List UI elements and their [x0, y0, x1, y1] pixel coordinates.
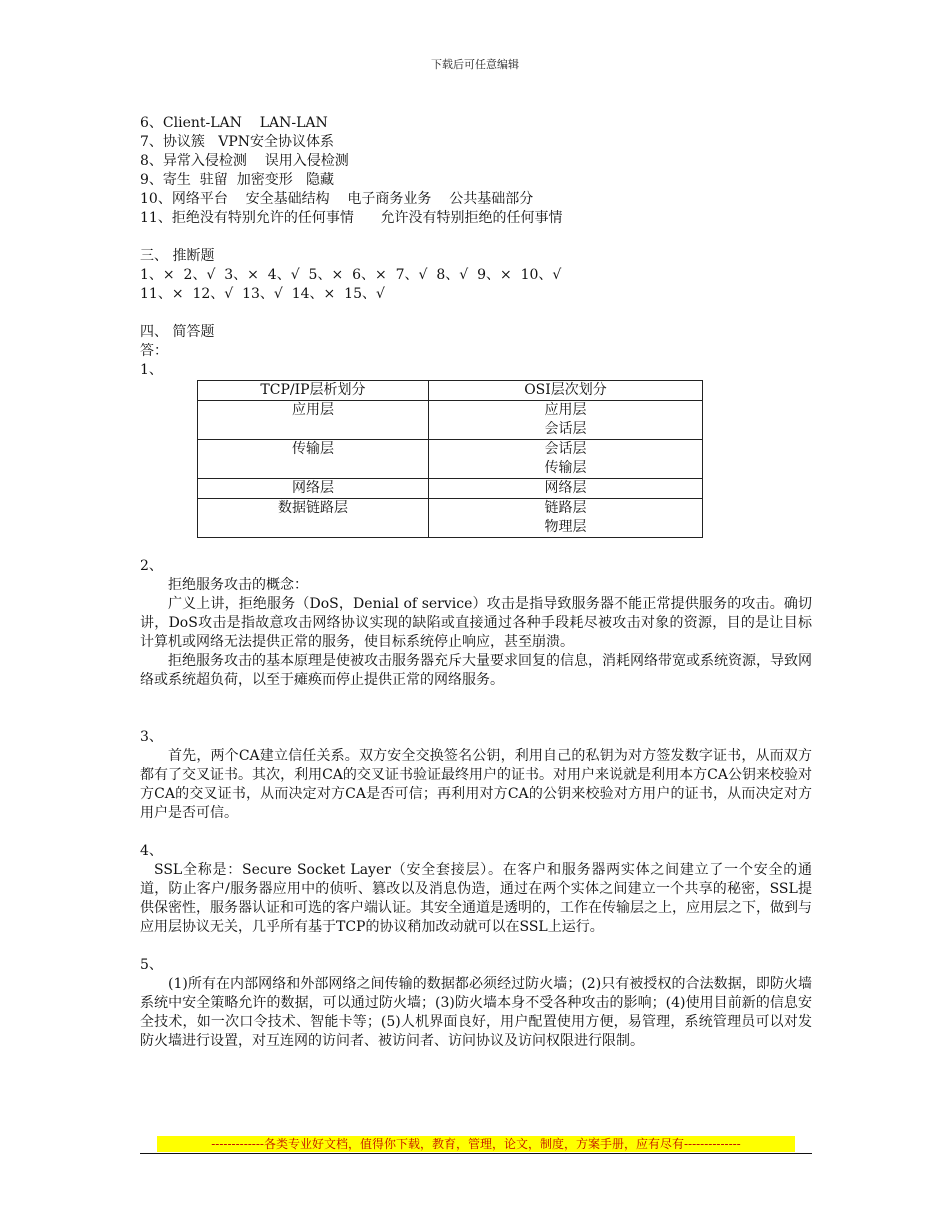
- question-3-label: 3、: [140, 729, 163, 745]
- table-cell-osi: [429, 440, 703, 479]
- table-row: [198, 479, 703, 499]
- fill-answer-11: 11、拒绝没有特别允许的任何事情 允许没有特别拒绝的任何事情: [140, 210, 563, 226]
- table-cell-osi: [429, 499, 703, 538]
- section-4-title: 四、 简答题: [140, 324, 215, 340]
- footer-banner: -------------各类专业好文档，值得你下载，教育，管理，论文，制度，方案手册，应有尽有--------------: [157, 1136, 795, 1152]
- question-3-paragraph: 首先，两个CA建立信任关系。双方安全交换签名公钥，利用自己的私钥为对方签发数字证书，从而双方都有了交叉证书。其次，利用CA的交叉证书验证最终用户的证书。对用户来说就是利用本方CA公钥来校验对方CA的交叉证书，从而决定对方CA是否可信；再利用对方CA的公钥来校验对方用户的证书，从而决定对方用户是否可信。: [140, 748, 812, 821]
- table-cell-tcpip: 传输层: [198, 440, 429, 479]
- osi-layer: 会话层: [544, 421, 587, 437]
- table-header-row: [198, 381, 703, 401]
- table-cell-osi: [429, 401, 703, 440]
- question-2-label: 2、: [140, 558, 163, 574]
- answer-label: 答：: [140, 343, 168, 359]
- osi-layer: 链路层: [544, 500, 587, 516]
- question-1-label: 1、: [140, 362, 163, 378]
- osi-layer: 应用层: [544, 402, 587, 418]
- fill-answer-9: 9、寄生 驻留 加密变形 隐藏: [140, 172, 335, 188]
- question-4-label: 4、: [140, 843, 163, 859]
- osi-layer: 传输层: [544, 460, 587, 476]
- table-row: [198, 440, 703, 479]
- table-row: [198, 499, 703, 538]
- question-2-concept: 拒绝服务攻击的概念：: [168, 577, 308, 593]
- table-header-tcpip: TCP/IP层析划分: [198, 381, 429, 401]
- fill-answer-8: 8、异常入侵检测 误用入侵检测: [140, 153, 349, 169]
- question-2-paragraph-1: 广义上讲，拒绝服务（DoS，Denial of service）攻击是指导致服务器不能正常提供服务的攻击。确切讲，DoS攻击是指故意攻击网络协议实现的缺陷或直接通过各种手段耗尽被攻击对象的资源，目的是让目标计算机或网络无法提供正常的服务，使目标系统停止响应，甚至崩溃。: [140, 596, 812, 650]
- layer-comparison-table: [197, 380, 703, 538]
- footer-divider: [140, 1153, 812, 1154]
- fill-answer-10: 10、网络平台 安全基础结构 电子商务业务 公共基础部分: [140, 191, 534, 207]
- table-cell-tcpip: 网络层: [198, 479, 429, 499]
- osi-layer: 物理层: [544, 519, 587, 535]
- table-header-osi: OSI层次划分: [429, 381, 703, 401]
- judgement-answers-line-1: 1、× 2、√ 3、× 4、√ 5、× 6、× 7、√ 8、√ 9、× 10、√: [140, 267, 562, 283]
- fill-answer-6: 6、Client-LAN LAN-LAN: [140, 115, 328, 131]
- table-cell-tcpip: 数据链路层: [198, 499, 429, 538]
- question-5-label: 5、: [140, 957, 163, 973]
- table-row: [198, 401, 703, 440]
- question-2-paragraph-2: 拒绝服务攻击的基本原理是使被攻击服务器充斥大量要求回复的信息，消耗网络带宽或系统资源，导致网络或系统超负荷，以至于瘫痪而停止提供正常的网络服务。: [140, 653, 812, 688]
- section-3-title: 三、 推断题: [140, 248, 215, 264]
- table-cell-osi: [429, 479, 703, 499]
- judgement-answers-line-2: 11、× 12、√ 13、√ 14、× 15、√: [140, 286, 385, 302]
- question-4-paragraph: SSL全称是：Secure Socket Layer（安全套接层）。在客户和服务器两实体之间建立了一个安全的通道，防止客户/服务器应用中的侦听、篡改以及消息伪造，通过在两个实体之间建立一个共享的秘密，SSL提供保密性，服务器认证和可选的客户端认证。其安全通道是透明的，工作在传输层之上，应用层之下，做到与应用层协议无关，几乎所有基于TCP的协议稍加改动就可以在SSL上运行。: [140, 862, 812, 935]
- osi-layer: 网络层: [544, 480, 587, 496]
- document-body: [140, 114, 812, 1051]
- osi-layer: 会话层: [544, 441, 587, 457]
- header-note: 下载后可任意编辑: [431, 58, 519, 71]
- fill-answer-7: 7、协议簇 VPN安全协议体系: [140, 134, 335, 150]
- question-5-paragraph: (1)所有在内部网络和外部网络之间传输的数据都必须经过防火墙；(2)只有被授权的合法数据，即防火墙系统中安全策略允许的数据，可以通过防火墙；(3)防火墙本身不受各种攻击的影响；(4)使用目前新的信息安全技术，如一次口令技术、智能卡等；(5)人机界面良好，用户配置使用方便，易管理，系统管理员可以对发防火墙进行设置，对互连网的访问者、被访问者、访问协议及访问权限进行限制。: [140, 976, 812, 1049]
- table-cell-tcpip: 应用层: [198, 401, 429, 440]
